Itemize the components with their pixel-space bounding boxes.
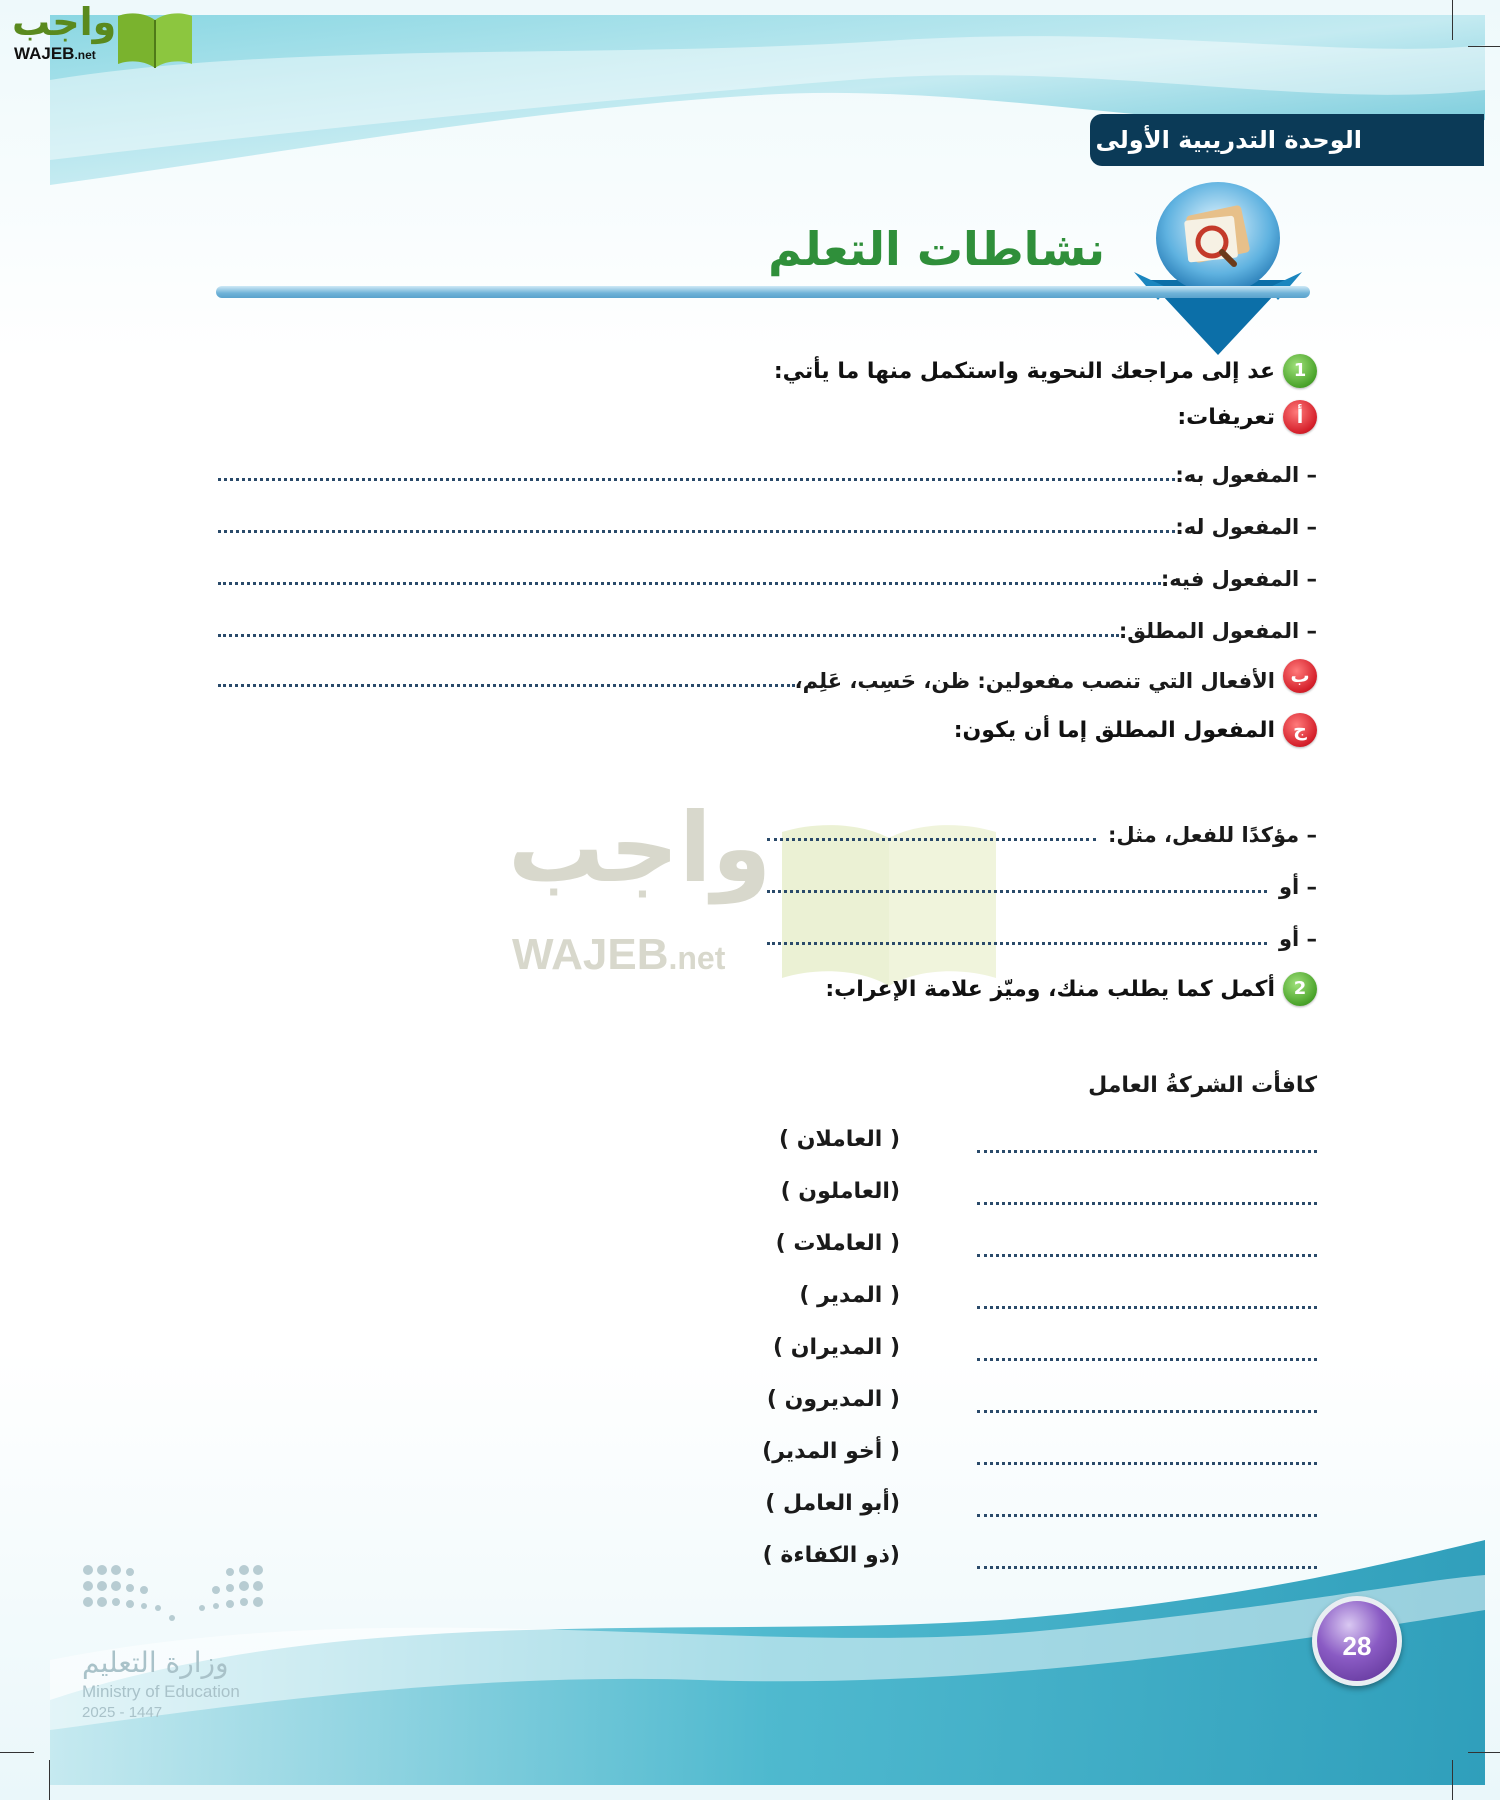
dotted-answer-blank[interactable] — [977, 1410, 1317, 1413]
question-number-badge: 1 — [1283, 354, 1317, 388]
title-underline — [216, 286, 1310, 298]
answer-line-or[interactable] — [767, 921, 1317, 951]
dotted-answer-blank[interactable] — [767, 942, 1267, 945]
dotted-answer-blank[interactable] — [218, 478, 1175, 481]
dotted-answer-blank[interactable] — [977, 1150, 1317, 1153]
answer-line-label: – المفعول به: — [1175, 463, 1317, 487]
hint-word: ( المديرون ) — [766, 1387, 900, 1412]
question-number-badge: 2 — [1283, 972, 1317, 1006]
dotted-answer-blank[interactable] — [977, 1462, 1317, 1465]
ministry-name-arabic: وزارة التعليم — [82, 1646, 229, 1679]
section-title: نشاطات التعلم — [768, 222, 1105, 276]
watermark-arabic: واجب — [508, 792, 772, 904]
question-1-text: عد إلى مراجعك النحوية واستكمل منها ما يأتي: — [773, 358, 1275, 384]
crop-mark — [1452, 1760, 1453, 1800]
crop-mark — [0, 1752, 34, 1753]
hint-word: ( المدير ) — [799, 1283, 900, 1308]
answer-line-label: – أو — [1278, 875, 1317, 899]
dotted-answer-blank[interactable] — [977, 1306, 1317, 1309]
answer-line-label: – المفعول المطلق: — [1118, 619, 1317, 643]
hint-word: ( المديران ) — [773, 1335, 900, 1360]
dotted-answer-blank[interactable] — [218, 530, 1175, 533]
dotted-answer-blank[interactable] — [977, 1566, 1317, 1569]
dotted-answer-blank[interactable] — [977, 1202, 1317, 1205]
part-a-heading — [1177, 400, 1317, 434]
part-letter-badge: ج — [1283, 713, 1317, 747]
ministry-year: 2025 - 1447 — [82, 1704, 163, 1721]
base-sentence: كافأت الشركةُ العامل — [1088, 1073, 1317, 1098]
crop-mark — [1468, 46, 1500, 47]
answer-line-label: – مؤكدًا للفعل، مثل: — [1107, 823, 1317, 847]
hint-word: (أبو العامل ) — [765, 1491, 900, 1516]
page-number-badge: 28 — [1312, 1596, 1402, 1686]
answer-line-absolute[interactable] — [218, 613, 1317, 643]
dotted-answer-blank[interactable] — [977, 1254, 1317, 1257]
hint-word: (ذو الكفاءة ) — [762, 1543, 900, 1568]
dotted-answer-blank[interactable] — [767, 838, 1096, 841]
part-letter-badge: أ — [1283, 400, 1317, 434]
part-a-title: تعريفات: — [1177, 404, 1275, 430]
crop-mark — [1468, 1752, 1500, 1753]
hint-word: (العاملون ) — [780, 1179, 900, 1204]
part-letter-badge: ب — [1283, 659, 1317, 693]
logo-english: WAJEB.net — [14, 44, 96, 63]
part-c-heading — [954, 713, 1317, 747]
ministry-name-english: Ministry of Education — [82, 1682, 240, 1701]
dotted-answer-blank[interactable] — [218, 684, 795, 687]
ministry-of-education-logo — [80, 1560, 280, 1730]
question-1-prompt — [774, 354, 1317, 388]
part-b-line[interactable] — [218, 663, 1317, 693]
question-2-prompt — [825, 972, 1317, 1006]
crop-mark — [49, 1760, 50, 1800]
answer-line-purpose[interactable] — [218, 509, 1317, 539]
logo-arabic: واجب — [12, 0, 117, 44]
dotted-answer-blank[interactable] — [767, 890, 1267, 893]
magnifier-folder-icon — [1128, 180, 1308, 355]
watermark-english: WAJEB.net — [512, 930, 726, 979]
unit-label-tab: الوحدة التدريبية الأولى — [1090, 114, 1484, 166]
dotted-answer-blank[interactable] — [977, 1514, 1317, 1517]
question-2-text: أكمل كما يطلب منك، وميّز علامة الإعراب: — [825, 976, 1275, 1002]
part-c-text: المفعول المطلق إما أن يكون: — [953, 717, 1275, 743]
open-book-icon — [114, 10, 196, 68]
answer-line-label: – المفعول له: — [1175, 515, 1317, 539]
dotted-answer-blank[interactable] — [218, 582, 1161, 585]
crop-mark — [1452, 0, 1453, 40]
ministry-dots-icon — [80, 1560, 270, 1630]
answer-line-adverb[interactable] — [218, 561, 1317, 591]
part-b-text: الأفعال التي تنصب مفعولين: ظن، حَسِب، عَلِم، — [794, 669, 1275, 693]
answer-line-emphatic[interactable] — [767, 817, 1317, 847]
answer-line-label: – أو — [1278, 927, 1317, 951]
hint-word: ( العاملات ) — [775, 1231, 900, 1256]
answer-line-object[interactable] — [218, 457, 1317, 487]
wajeb-logo[interactable] — [8, 0, 193, 68]
dotted-answer-blank[interactable] — [218, 634, 1119, 637]
dotted-answer-blank[interactable] — [977, 1358, 1317, 1361]
answer-line-or[interactable] — [767, 869, 1317, 899]
answer-line-label: – المفعول فيه: — [1160, 567, 1317, 591]
hint-word: ( أخو المدير) — [762, 1439, 900, 1464]
hint-word: ( العاملان ) — [778, 1127, 900, 1152]
